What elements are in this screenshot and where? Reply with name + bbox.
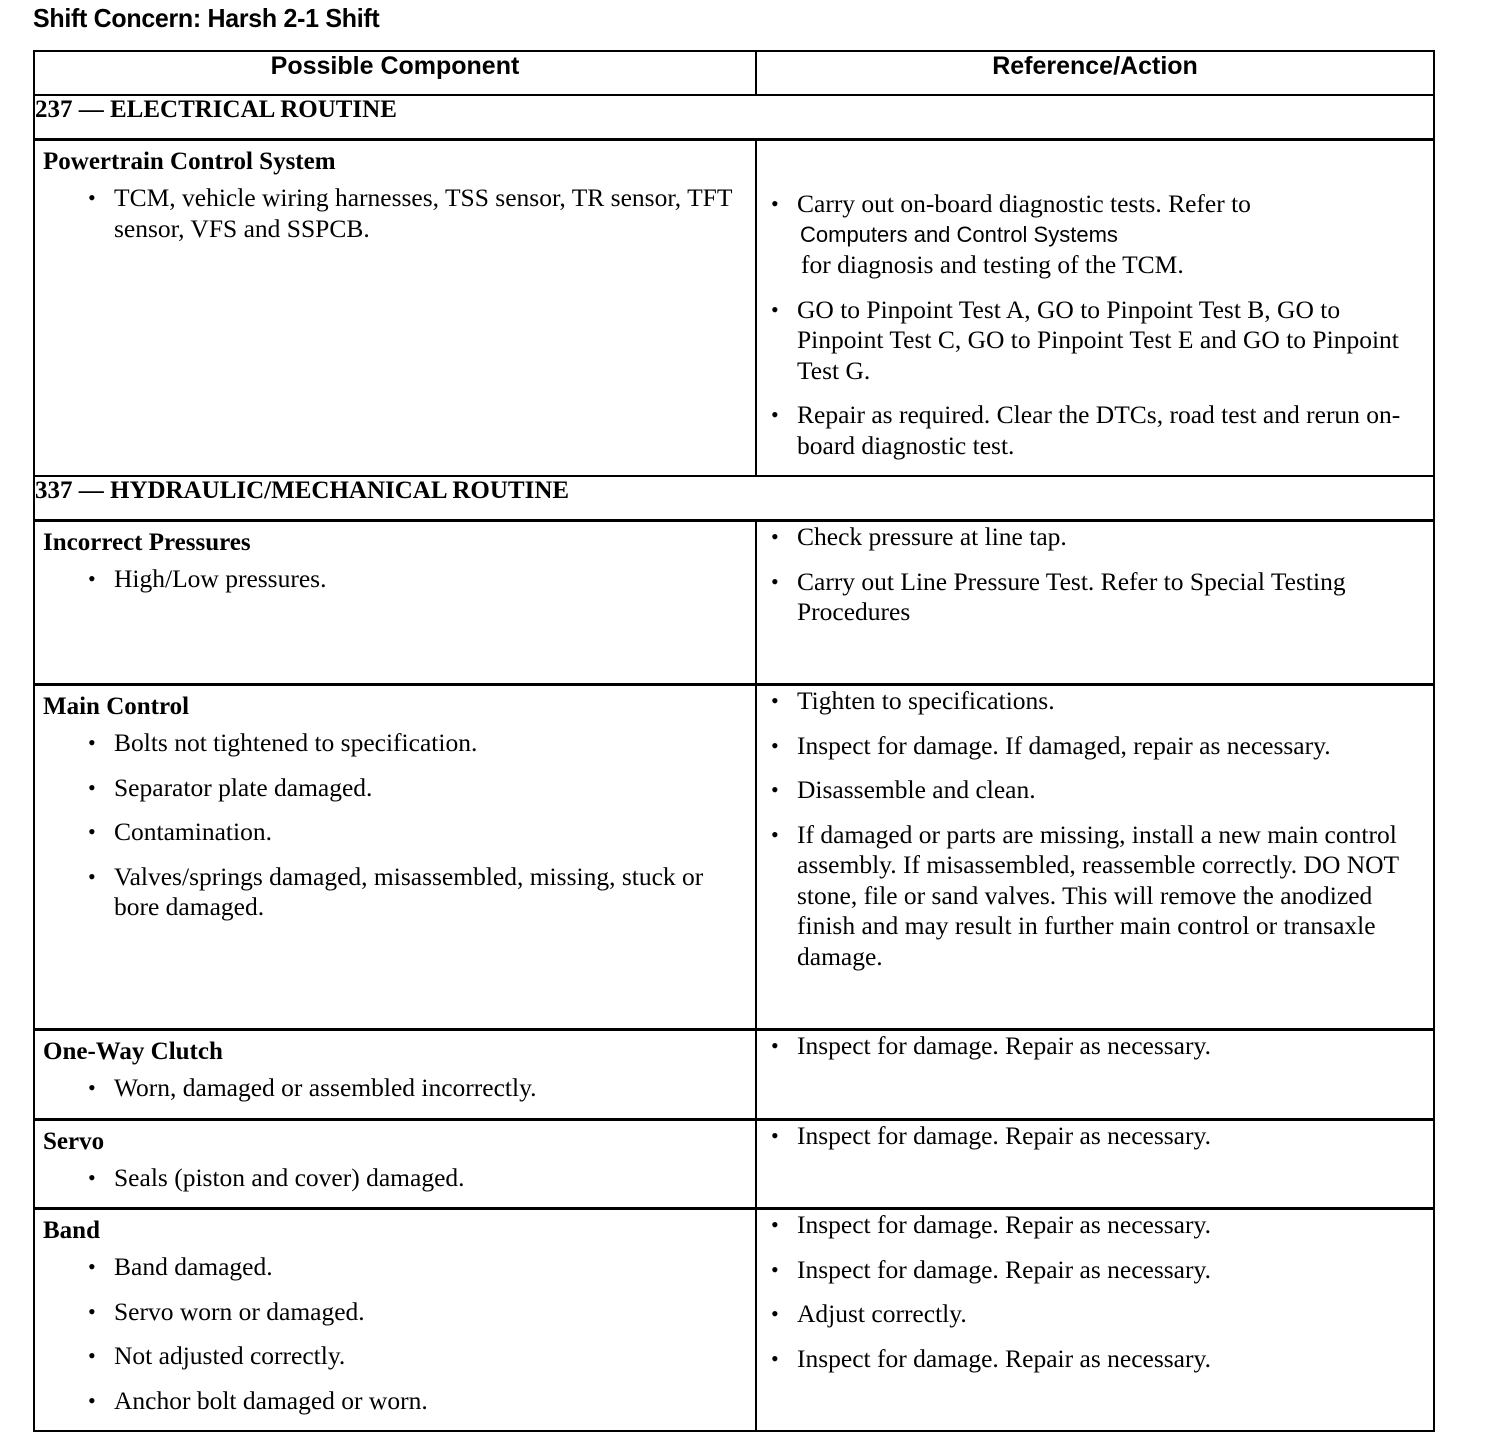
- bullet-icon: •: [88, 819, 96, 844]
- bullet-icon: •: [88, 185, 96, 210]
- list-item: • Seals (piston and cover) damaged.: [88, 1162, 465, 1192]
- list-item: • Carry out on-board diagnostic tests. Refer to Computers and Control Systems for diagnosis and testing of the TCM.: [757, 189, 1433, 281]
- list-item: • Worn, damaged or assembled incorrectly.: [88, 1073, 537, 1102]
- action-cell: [756, 1119, 1434, 1209]
- bullet-icon: •: [771, 524, 779, 549]
- group-row-powertrain: [34, 140, 1434, 477]
- section-label: 237 — ELECTRICAL ROUTINE: [34, 95, 1434, 140]
- component-list: [35, 183, 755, 244]
- action-list: [757, 1210, 1433, 1374]
- bullet-icon: •: [771, 296, 779, 322]
- action-list: [757, 522, 1433, 628]
- list-item: • Tighten to specifications.: [771, 686, 1055, 715]
- component-cell: [34, 1030, 756, 1120]
- bullet-icon: •: [771, 777, 779, 802]
- group-title: Main Control: [43, 693, 190, 720]
- list-item: • Band damaged.: [88, 1252, 273, 1281]
- group-row-incorrect-pressures: [34, 521, 1434, 685]
- component-cell: [34, 685, 756, 1030]
- component-list: [35, 1163, 755, 1194]
- component-list: [35, 1252, 755, 1416]
- bullet-icon: •: [88, 1343, 96, 1368]
- bullet-icon: •: [771, 402, 779, 427]
- bullet-icon: •: [771, 688, 779, 713]
- section-row-electrical: [34, 95, 1434, 140]
- component-cell: [34, 521, 756, 685]
- bullet-icon: •: [88, 730, 96, 755]
- action-cell: [756, 1209, 1434, 1432]
- list-item: • Adjust correctly.: [771, 1299, 967, 1328]
- component-cell: [34, 1119, 756, 1209]
- bullet-icon: •: [88, 1254, 96, 1279]
- section-row-hydraulic: [34, 476, 1434, 521]
- list-item: • Contamination.: [88, 817, 272, 846]
- list-item: • Inspect for damage. If damaged, repair as necessary.: [771, 730, 1331, 760]
- bullet-icon: •: [771, 821, 779, 847]
- list-item: • Check pressure at line tap.: [771, 522, 1067, 551]
- action-cell: [756, 140, 1434, 477]
- list-item: • TCM, vehicle wiring harnesses, TSS sensor, TR sensor, TFT sensor, VFS and SSPCB.: [88, 183, 732, 243]
- column-header-component: Possible Component: [34, 51, 756, 95]
- component-list: [35, 728, 755, 923]
- component-list: [35, 1073, 755, 1104]
- bullet-icon: •: [771, 1122, 779, 1148]
- bullet-icon: •: [88, 863, 96, 889]
- bullet-icon: •: [771, 1212, 779, 1237]
- component-cell: [34, 1209, 756, 1432]
- group-row-band: [34, 1209, 1434, 1432]
- bullet-icon: •: [771, 1345, 779, 1371]
- list-item: • Separator plate damaged.: [88, 772, 373, 802]
- bullet-icon: •: [88, 1387, 96, 1413]
- column-header-action: Reference/Action: [756, 51, 1434, 95]
- list-item: • If damaged or parts are missing, install a new main control assembly. If misassembled, reassemble correctly. DO NOT stone, file or sand valves. This will remove the anodized finish and may result in further main control or transaxle damage.: [771, 819, 1399, 971]
- bullet-icon: •: [88, 566, 96, 591]
- component-cell: [34, 140, 756, 477]
- bullet-icon: •: [771, 1256, 779, 1282]
- list-item: • Inspect for damage. Repair as necessary.: [771, 1120, 1211, 1150]
- bullet-icon: •: [771, 732, 779, 758]
- list-item: • Disassemble and clean.: [771, 775, 1036, 804]
- bullet-icon: •: [771, 1301, 779, 1326]
- bullet-icon: •: [771, 1033, 779, 1058]
- section-label: 337 — HYDRAULIC/MECHANICAL ROUTINE: [34, 476, 1434, 521]
- group-title: One-Way Clutch: [43, 1038, 223, 1065]
- bullet-icon: •: [88, 1075, 96, 1100]
- reference-link-computers-control-systems[interactable]: Computers and Control Systems: [800, 221, 1118, 247]
- list-item: • Not adjusted correctly.: [88, 1341, 346, 1370]
- list-item: • Inspect for damage. Repair as necessary.: [771, 1343, 1211, 1373]
- list-item: • Inspect for damage. Repair as necessary.: [771, 1254, 1211, 1284]
- list-item: • Anchor bolt damaged or worn.: [88, 1385, 428, 1415]
- action-list: [757, 1121, 1433, 1152]
- group-row-one-way-clutch: [34, 1030, 1434, 1120]
- list-item: • Bolts not tightened to specification.: [88, 728, 478, 757]
- list-item: • High/Low pressures.: [88, 564, 327, 593]
- list-item: • Inspect for damage. Repair as necessary.: [771, 1210, 1211, 1239]
- bullet-icon: •: [88, 1164, 96, 1190]
- action-cell: [756, 685, 1434, 1030]
- page-title: Shift Concern: Harsh 2-1 Shift: [33, 3, 380, 33]
- bullet-icon: •: [88, 774, 96, 800]
- action-cell: [756, 1030, 1434, 1120]
- list-item: • Carry out Line Pressure Test. Refer to Special Testing Procedures: [771, 566, 1346, 626]
- group-title: Servo: [43, 1127, 105, 1155]
- list-item: • Servo worn or damaged.: [88, 1296, 365, 1326]
- group-title: Incorrect Pressures: [43, 529, 251, 556]
- action-list: [757, 141, 1433, 461]
- action-cell: [756, 521, 1434, 685]
- bullet-icon: •: [771, 568, 779, 594]
- diagnostic-table: [33, 50, 1435, 1432]
- list-item: • Repair as required. Clear the DTCs, road test and rerun on-board diagnostic test.: [771, 400, 1401, 460]
- group-row-main-control: [34, 685, 1434, 1030]
- header-row: [34, 51, 1434, 95]
- list-item: • Valves/springs damaged, misassembled, missing, stuck or bore damaged.: [88, 861, 704, 921]
- action-list: [757, 686, 1433, 972]
- list-item: • GO to Pinpoint Test A, GO to Pinpoint Test B, GO to Pinpoint Test C, GO to Pinpoint Test E and GO to Pinpoint Test G.: [771, 294, 1399, 385]
- component-list: [35, 564, 755, 595]
- bullet-icon: •: [88, 1298, 96, 1324]
- group-row-servo: [34, 1119, 1434, 1209]
- bullet-icon: •: [771, 191, 779, 216]
- action-list: [757, 1031, 1433, 1062]
- group-title: Band: [43, 1217, 100, 1244]
- list-item: • Inspect for damage. Repair as necessary.: [771, 1031, 1211, 1060]
- group-title: Powertrain Control System: [43, 148, 336, 175]
